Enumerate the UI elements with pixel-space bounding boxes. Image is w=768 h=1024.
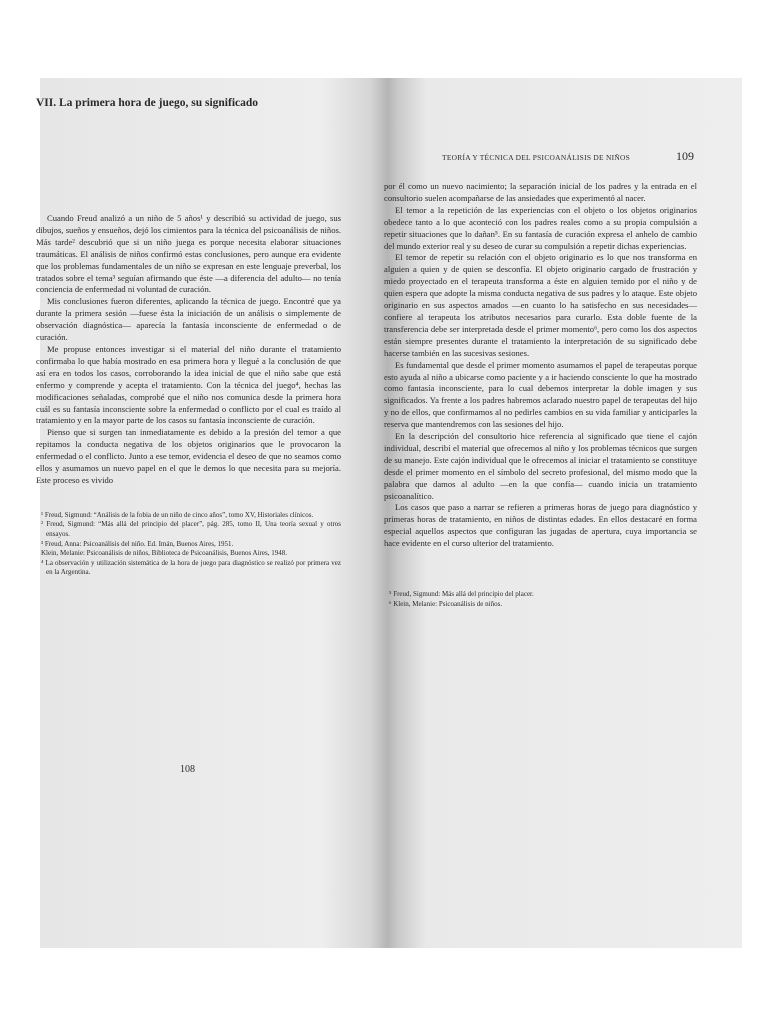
chapter-title: VII. La primera hora de juego, su significado: [36, 97, 259, 109]
chapter-spacer: [36, 110, 341, 213]
footnote-spacer: [36, 487, 341, 511]
body-paragraph: Los casos que paso a narrar se refieren a primeras horas de juego para diagnóstico y primeras horas de tratamiento, en niños de distintas edades. En ellos destacaré en forma especial aquellos aspectos que configuran las jugadas de apertura, cuya importancia se hace evidente en el curso ulterior del tratamiento.: [384, 502, 697, 549]
body-paragraph: El temor a la repetición de las experiencias con el objeto o los objetos originarios obedece tanto a lo que aconteció con los padres reales como a su propia compulsión a repetir situaciones que lo dañan⁵. En su fantasía de curación expresa el anhelo de cambio del mundo exterior real y su deseo de curar su compulsión a repetir dichas experiencias.: [384, 204, 697, 251]
page-number-left: 108: [180, 764, 195, 775]
footnote: ² Freud, Sigmund: “Más allá del principio del placer”, pág. 285, tomo II, Una teoría sexual y otros ensayos.: [41, 520, 341, 539]
footnote-spacer: [384, 550, 697, 590]
footnote: Klein, Melanie: Psicoanálisis de niños, Biblioteca de Psicoanálisis, Buenos Aires, 1948.: [41, 549, 287, 558]
body-paragraph: Mis conclusiones fueron diferentes, aplicando la técnica de juego. Encontré que ya durante la primera sesión —fuese ésta la iniciación de un análisis o simplemente de observación diagnóstica— aparecía la fantasía inconsciente de enfermedad o de curación.: [36, 296, 341, 343]
footnote: ⁴ La observación y utilización sistemática de la hora de juego para diagnóstico se realizó por primera vez en la Argentina.: [41, 558, 341, 577]
body-paragraph: Es fundamental que desde el primer momento asumamos el papel de terapeutas porque esto ayuda al niño a ubicarse como paciente y a ir haciendo consciente lo que ha mostrado como fantasía inconsciente, para lo cual debemos interpretar la doble imagen y sus significados. Ya frente a los padres habremos aclarado nuestro papel de terapeutas del hijo y no de ellos, que confirmamos al no pedirles cambios en su vida familiar y anticiparles la reserva que mantendremos con las sesiones del hijo.: [384, 359, 697, 430]
body-paragraph: El temor de repetir su relación con el objeto originario es lo que nos transforma en alguien a quien y de quien se desconfía. El objeto originario cargado de frustración y miedo proyectado en el terapeuta transforma a éste en alguien temido por el niño y de quien espera que adopte la misma conducta negativa de sus padres y lo ataque. Este objeto originario en sus aspectos amados —en cuanto lo ha satisfecho en sus necesidades— confiere al terapeuta los atributos necesarios para curarlo. Esta doble fuente de la transferencia debe ser interpretada desde el primer momento⁶, pero como los dos aspectos están siempre presentes durante el tratamiento la interpretación de su significado debe hacerse también en las sucesivas sesiones.: [384, 252, 697, 358]
footnote: ¹ Freud, Sigmund: “Análisis de la fobia de un niño de cinco años”, tomo XV, Historiales clínicos.: [41, 510, 314, 519]
running-head-title: TEORÍA Y TÉCNICA DEL PSICOANÁLISIS DE NIÑOS: [442, 153, 631, 162]
body-paragraph: Cuando Freud analizó a un niño de 5 años¹ y describió su actividad de juego, sus dibujos, sueños y ensueños, dejó los cimientos para la técnica del psicoanálisis de niños. Más tarde² descubrió que si un niño juega es porque necesita elaborar situaciones traumáticas. El análisis de niños confirmó estas conclusiones, pero aunque era evidente que los problemas fundamentales de un niño se expresan en este lenguaje preverbal, los tratados sobre el tema³ seguían afirmando que éste —a diferencia del adulto— no tenía conciencia de enfermedad ni voluntad de curación.: [36, 213, 341, 295]
footnote: ⁵ Freud, Sigmund: Más allá del principio del placer.: [389, 590, 534, 599]
footnote: ³ Freud, Anna: Psicoanálisis del niño. Ed. Imán, Buenos Aires, 1951.: [41, 539, 234, 548]
body-paragraph: Me propuse entonces investigar si el material del niño durante el tratamiento confirmaba lo que había mostrado en esa primera hora y llegué a la conclusión de que así era en todos los casos, corroborando la idea inicial de que el niño sabe que está enfermo y comprende y acepta el tratamiento. Con la técnica del juego⁴, hechas las modificaciones señaladas, comprobé que el niño nos comunica desde la primera hora cuál es su fantasía inconsciente sobre la enfermedad o conflicto por el cual es traído al tratamiento y en la mayor parte de los casos su fantasía inconsciente de curación.: [36, 343, 341, 426]
body-paragraph: Pienso que si surgen tan inmediatamente es debido a la presión del temor a que repitamos la conducta negativa de los objetos originarios que le provocaron la enfermedad o el conflicto. Junto a ese temor, evidencia el deseo de que no seamos como ellos y asumamos un nuevo papel en el que le demos lo que necesita para su mejoría. Este proceso es vivido: [36, 427, 341, 485]
right-page: [384, 75, 697, 850]
page-number-right: 109: [676, 149, 694, 163]
body-paragraph: En la descripción del consultorio hice referencia al significado que tiene el cajón individual, describí el material que ofrecemos al niño y los problemas técnicos que surgen de su manejo. Este cajón individual que le ofrecemos al iniciar el tratamiento se constituye desde el primer momento en el símbolo del secreto profesional, del mismo modo que la palabra que damos al adulto —en la que confía— cuando inicia un tratamiento psicoanalítico.: [384, 431, 697, 501]
body-paragraph: por él como un nuevo nacimiento; la separación inicial de los padres y la entrada en el consultorio suelen acompañarse de las ansiedades que experimentó al nacer.: [384, 181, 697, 203]
top-spacer: [384, 75, 697, 181]
left-page: [36, 96, 341, 856]
footnote: ⁶ Klein, Melanie: Psicoanálisis de niños.: [389, 599, 503, 608]
